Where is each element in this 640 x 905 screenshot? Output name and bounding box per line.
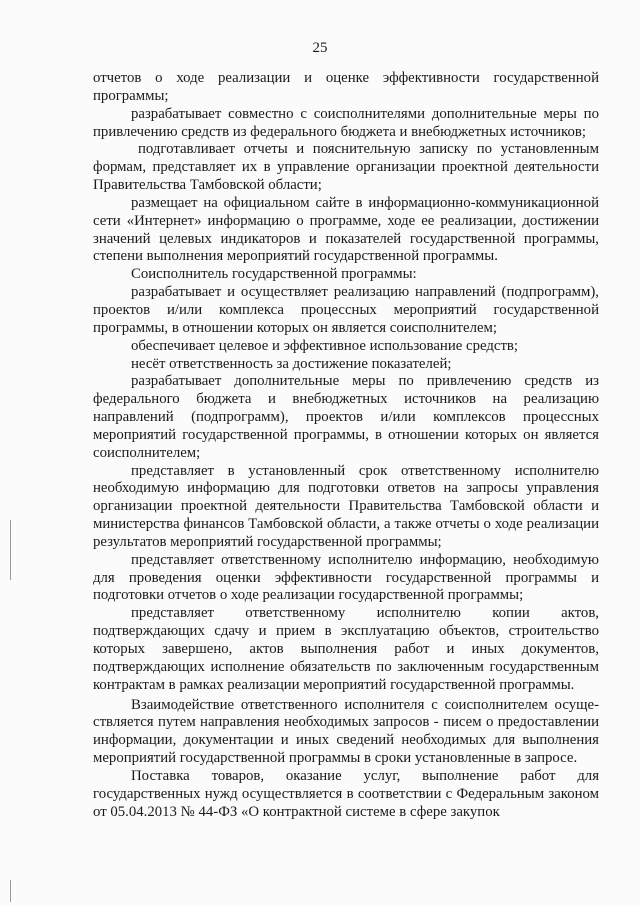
paragraph: Взаимодействие ответственного исполнителя с соисполнителем осуществляется путем направления необходимых запросов - писем о предоставлении информации, документации и иных сведений необходимых для выполнения мероприятий государственной программы в сроки установленные в запросе. xyxy=(93,696,599,767)
scan-margin-mark xyxy=(10,880,11,902)
paragraph: несёт ответственность за достижение показателей; xyxy=(131,355,452,372)
paragraph: отчетов о ходе реализации и оценке эффективности государственной программы; xyxy=(93,70,599,104)
paragraph: Поставка товаров, оказание услуг, выполнение работ для государственных нужд осуществляется в соответствии с Федеральным законом от 05.04.2013 № 44-ФЗ «О контрактной системе в сфере закупок xyxy=(93,767,599,820)
paragraph: представляет ответственному исполнителю копии актов, подтверждающих сдачу и прием в эксплуатацию объектов, строительство которых завершено, актов выполнения работ и иных документов, подтверждающих исполнение обязательств по заключенным государственным контрактам в рамках реализации мероприятий государственной программы. xyxy=(93,605,599,693)
page-number: 25 xyxy=(312,40,328,56)
paragraph: обеспечивает целевое и эффективное использование средств; xyxy=(131,337,519,354)
paragraph: размещает на официальном сайте в информационно-коммуникационной сети «Интернет» информацию о программе, ходе ее реализации, достижении значений целевых индикаторов и показателей государственной программы, степени выполнения мероприятий государственной программы. xyxy=(93,194,599,265)
paragraph: разрабатывает дополнительные меры по привлечению средств из федерального бюджета и внебюджетных источников на реализацию направлений (подпрограмм), проектов и/или комплексов процессных мероприятий государственной программы, в отношении которых он является соисполнителем; xyxy=(93,373,599,461)
paragraph: разрабатывает и осуществляет реализацию направлений (подпрограмм), проектов и/или комплекса процессных мероприятий государственной программы, в отношении которых он является соисполнителем; xyxy=(93,284,599,336)
paragraph: разрабатывает совместно с соисполнителями дополнительные меры по привлечению средств из федерального бюджета и внебюджетных источников; xyxy=(93,105,599,140)
paragraph: представляет в установленный срок ответственному исполнителю необходимую информацию для подготовки ответов на запросы управления организации проектной деятельности Правительства Тамбовской области и министерства финансов Тамбовской области, а также отчеты о ходе реализации результатов мероприятий государственной программы; xyxy=(93,462,599,550)
document-body xyxy=(93,70,599,821)
paragraph: представляет ответственному исполнителю информацию, необходимую для проведения оценки эффективности государственной программы и подготовки отчетов о ходе реализации государственной программы; xyxy=(93,551,599,604)
paragraph: подготавливает отчеты и пояснительную записку по установленным формам, представляет их в управление организации проектной деятельности Правительства Тамбовской области; xyxy=(93,141,599,194)
paragraph: Соисполнитель государственной программы: xyxy=(131,266,417,283)
scan-margin-mark xyxy=(10,520,11,580)
